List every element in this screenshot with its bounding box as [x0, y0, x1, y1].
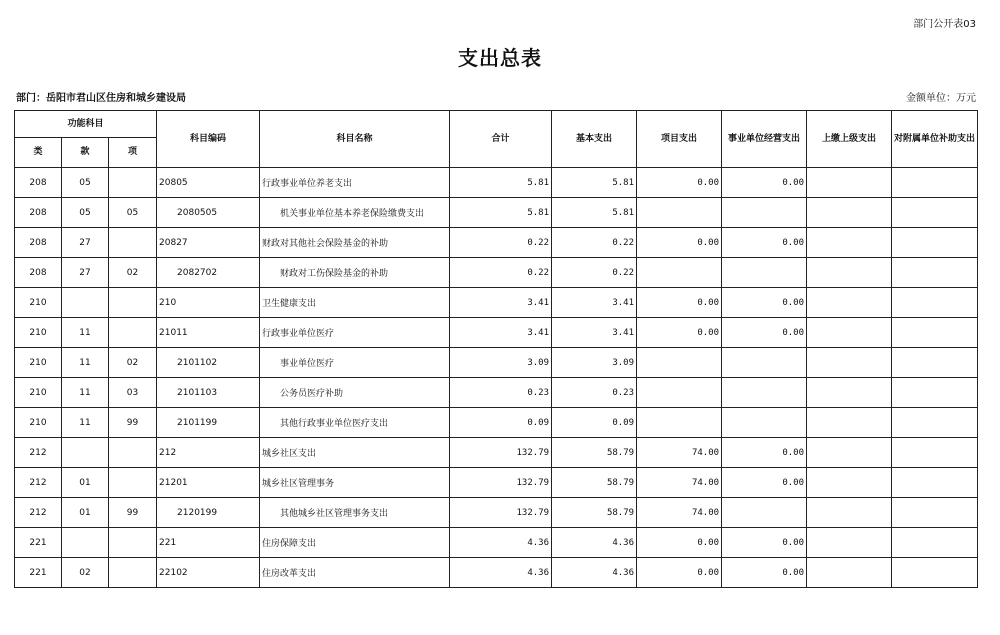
amount-unit-label: 金额单位：万元	[906, 93, 976, 104]
department-label: 部门：岳阳市君山区住房和城乡建设局	[16, 93, 186, 104]
cell-subsidy	[892, 348, 978, 378]
header-name: 科目名称	[260, 111, 450, 168]
header-subsidy: 对附属单位补助支出	[892, 111, 978, 168]
cell-basic: 0.09	[552, 408, 637, 438]
cell-lei: 210	[15, 378, 62, 408]
cell-project: 0.00	[637, 228, 722, 258]
cell-business: 0.00	[722, 228, 807, 258]
cell-kuan	[62, 438, 109, 468]
table-row	[15, 228, 978, 258]
cell-project: 0.00	[637, 288, 722, 318]
cell-name: 城乡社区支出	[260, 438, 450, 468]
cell-business	[722, 408, 807, 438]
cell-subsidy	[892, 498, 978, 528]
cell-lei: 210	[15, 408, 62, 438]
table-row	[15, 198, 978, 228]
cell-upper	[807, 348, 892, 378]
cell-name: 住房保障支出	[260, 528, 450, 558]
cell-kuan: 01	[62, 468, 109, 498]
header-upper: 上缴上级支出	[807, 111, 892, 168]
page-title: 支出总表	[458, 46, 542, 70]
cell-name: 住房改革支出	[260, 558, 450, 588]
cell-business: 0.00	[722, 288, 807, 318]
cell-name: 财政对其他社会保险基金的补助	[260, 228, 450, 258]
cell-lei: 208	[15, 198, 62, 228]
cell-business	[722, 198, 807, 228]
cell-subsidy	[892, 288, 978, 318]
cell-code: 2082702	[157, 258, 260, 288]
cell-name: 公务员医疗补助	[260, 378, 450, 408]
cell-code: 21011	[157, 318, 260, 348]
table-row	[15, 348, 978, 378]
cell-upper	[807, 168, 892, 198]
cell-upper	[807, 378, 892, 408]
cell-project	[637, 378, 722, 408]
cell-basic: 58.79	[552, 438, 637, 468]
cell-basic: 5.81	[552, 168, 637, 198]
cell-total: 0.09	[450, 408, 552, 438]
cell-upper	[807, 468, 892, 498]
cell-code: 2080505	[157, 198, 260, 228]
cell-kuan: 27	[62, 258, 109, 288]
cell-upper	[807, 408, 892, 438]
cell-lei: 221	[15, 558, 62, 588]
cell-kuan: 01	[62, 498, 109, 528]
cell-basic: 3.41	[552, 288, 637, 318]
cell-project	[637, 408, 722, 438]
cell-total: 4.36	[450, 558, 552, 588]
cell-subsidy	[892, 408, 978, 438]
cell-business: 0.00	[722, 468, 807, 498]
cell-business: 0.00	[722, 558, 807, 588]
cell-upper	[807, 558, 892, 588]
cell-total: 0.23	[450, 378, 552, 408]
cell-project	[637, 258, 722, 288]
cell-code: 212	[157, 438, 260, 468]
cell-upper	[807, 228, 892, 258]
cell-name: 行政事业单位养老支出	[260, 168, 450, 198]
table-row	[15, 528, 978, 558]
table-row	[15, 468, 978, 498]
cell-project: 0.00	[637, 318, 722, 348]
cell-business	[722, 348, 807, 378]
cell-project: 0.00	[637, 558, 722, 588]
cell-business	[722, 258, 807, 288]
cell-xiang	[109, 288, 157, 318]
cell-lei: 208	[15, 258, 62, 288]
cell-name: 财政对工伤保险基金的补助	[260, 258, 450, 288]
cell-project: 0.00	[637, 168, 722, 198]
cell-project: 74.00	[637, 438, 722, 468]
cell-basic: 0.22	[552, 228, 637, 258]
cell-total: 4.36	[450, 528, 552, 558]
cell-basic: 4.36	[552, 558, 637, 588]
cell-kuan: 11	[62, 408, 109, 438]
cell-code: 2101103	[157, 378, 260, 408]
cell-upper	[807, 318, 892, 348]
cell-basic: 58.79	[552, 468, 637, 498]
cell-project	[637, 348, 722, 378]
table-row	[15, 408, 978, 438]
cell-kuan: 05	[62, 168, 109, 198]
cell-lei: 210	[15, 288, 62, 318]
cell-subsidy	[892, 258, 978, 288]
cell-kuan: 11	[62, 318, 109, 348]
cell-lei: 212	[15, 438, 62, 468]
cell-total: 0.22	[450, 258, 552, 288]
cell-total: 132.79	[450, 468, 552, 498]
cell-subsidy	[892, 438, 978, 468]
cell-subsidy	[892, 198, 978, 228]
cell-name: 其他行政事业单位医疗支出	[260, 408, 450, 438]
cell-total: 3.41	[450, 318, 552, 348]
cell-basic: 3.41	[552, 318, 637, 348]
table-row	[15, 258, 978, 288]
cell-xiang: 02	[109, 348, 157, 378]
cell-total: 3.41	[450, 288, 552, 318]
cell-upper	[807, 498, 892, 528]
cell-lei: 208	[15, 228, 62, 258]
cell-xiang: 99	[109, 498, 157, 528]
cell-business: 0.00	[722, 438, 807, 468]
table-row	[15, 498, 978, 528]
expenditure-table	[14, 110, 978, 588]
cell-upper	[807, 198, 892, 228]
cell-name: 卫生健康支出	[260, 288, 450, 318]
cell-business	[722, 498, 807, 528]
table-row	[15, 558, 978, 588]
cell-upper	[807, 528, 892, 558]
cell-subsidy	[892, 168, 978, 198]
cell-basic: 58.79	[552, 498, 637, 528]
cell-upper	[807, 438, 892, 468]
cell-xiang	[109, 468, 157, 498]
cell-kuan	[62, 528, 109, 558]
cell-lei: 210	[15, 318, 62, 348]
header-row-1	[15, 111, 978, 138]
cell-code: 2101199	[157, 408, 260, 438]
table-row	[15, 438, 978, 468]
cell-xiang: 03	[109, 378, 157, 408]
cell-basic: 3.09	[552, 348, 637, 378]
cell-code: 2120199	[157, 498, 260, 528]
cell-subsidy	[892, 528, 978, 558]
cell-kuan: 05	[62, 198, 109, 228]
cell-code: 21201	[157, 468, 260, 498]
cell-xiang	[109, 168, 157, 198]
header-project: 项目支出	[637, 111, 722, 168]
cell-business: 0.00	[722, 168, 807, 198]
cell-lei: 221	[15, 528, 62, 558]
cell-business: 0.00	[722, 318, 807, 348]
cell-name: 行政事业单位医疗	[260, 318, 450, 348]
cell-kuan: 11	[62, 378, 109, 408]
cell-upper	[807, 288, 892, 318]
cell-xiang: 05	[109, 198, 157, 228]
cell-project: 74.00	[637, 498, 722, 528]
cell-project	[637, 198, 722, 228]
cell-basic: 0.23	[552, 378, 637, 408]
header-func-subject: 功能科目	[15, 111, 157, 138]
cell-xiang	[109, 228, 157, 258]
cell-name: 机关事业单位基本养老保险缴费支出	[260, 198, 450, 228]
header-basic: 基本支出	[552, 111, 637, 168]
cell-kuan: 02	[62, 558, 109, 588]
header-total: 合计	[450, 111, 552, 168]
header-code: 科目编码	[157, 111, 260, 168]
table-row	[15, 378, 978, 408]
cell-xiang	[109, 558, 157, 588]
cell-project: 74.00	[637, 468, 722, 498]
cell-name: 城乡社区管理事务	[260, 468, 450, 498]
cell-code: 20805	[157, 168, 260, 198]
cell-subsidy	[892, 228, 978, 258]
table-row	[15, 288, 978, 318]
cell-project: 0.00	[637, 528, 722, 558]
table-row	[15, 318, 978, 348]
table-row	[15, 168, 978, 198]
header-lei: 类	[15, 138, 62, 168]
cell-kuan: 27	[62, 228, 109, 258]
cell-business: 0.00	[722, 528, 807, 558]
cell-lei: 212	[15, 498, 62, 528]
cell-lei: 208	[15, 168, 62, 198]
cell-total: 0.22	[450, 228, 552, 258]
cell-code: 221	[157, 528, 260, 558]
cell-kuan: 11	[62, 348, 109, 378]
cell-code: 2101102	[157, 348, 260, 378]
cell-xiang	[109, 438, 157, 468]
cell-code: 22102	[157, 558, 260, 588]
cell-total: 5.81	[450, 168, 552, 198]
table-body	[15, 168, 978, 588]
cell-business	[722, 378, 807, 408]
cell-total: 3.09	[450, 348, 552, 378]
cell-code: 20827	[157, 228, 260, 258]
cell-basic: 5.81	[552, 198, 637, 228]
cell-total: 132.79	[450, 438, 552, 468]
cell-lei: 212	[15, 468, 62, 498]
cell-subsidy	[892, 558, 978, 588]
cell-code: 210	[157, 288, 260, 318]
cell-xiang: 99	[109, 408, 157, 438]
cell-xiang	[109, 318, 157, 348]
cell-total: 5.81	[450, 198, 552, 228]
form-number: 部门公开表03	[913, 19, 976, 30]
cell-name: 其他城乡社区管理事务支出	[260, 498, 450, 528]
cell-basic: 4.36	[552, 528, 637, 558]
cell-subsidy	[892, 378, 978, 408]
cell-xiang	[109, 528, 157, 558]
cell-xiang: 02	[109, 258, 157, 288]
header-business: 事业单位经营支出	[722, 111, 807, 168]
cell-name: 事业单位医疗	[260, 348, 450, 378]
cell-subsidy	[892, 468, 978, 498]
cell-kuan	[62, 288, 109, 318]
cell-lei: 210	[15, 348, 62, 378]
cell-total: 132.79	[450, 498, 552, 528]
header-xiang: 项	[109, 138, 157, 168]
cell-upper	[807, 258, 892, 288]
header-kuan: 款	[62, 138, 109, 168]
cell-basic: 0.22	[552, 258, 637, 288]
cell-subsidy	[892, 318, 978, 348]
